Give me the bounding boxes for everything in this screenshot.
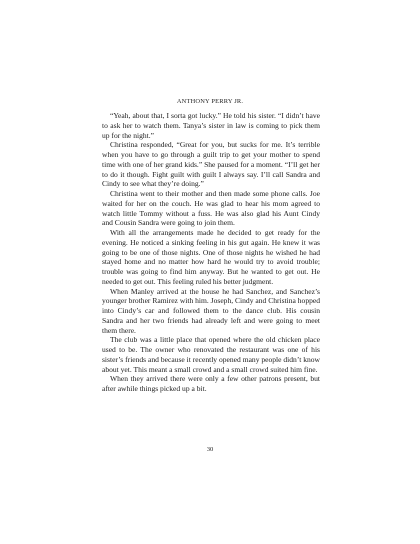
paragraph: When Manley arrived at the house he had Sanchez, and Sanchez’s younger brother Ramirez with him. Joseph, Cindy and Christina hopped into Cindy’s car and followed them to the dance club. His cousin Sandra and her two friends had already left and were going to meet them there. bbox=[102, 286, 320, 335]
paragraph: The club was a little place that opened where the old chicken place used to be. The owner who renovated the restaurant was one of his sister’s friends and because it recently opened many people didn’t know about yet. This meant a small crowd and a small crowd suited him fine. bbox=[102, 335, 320, 374]
page-number: 30 bbox=[206, 446, 214, 453]
paragraph: Christina went to their mother and then made some phone calls. Joe waited for her on the couch. He was glad to hear his mom agreed to watch little Tommy without a fuss. He was also glad his Aunt Cindy and Cousin Sandra were going to join them. bbox=[102, 189, 320, 228]
running-header-author: ANTHONY PERRY JR. bbox=[176, 98, 244, 105]
paragraph: “Yeah, about that, I sorta got lucky.” He told his sister. “I didn’t have to ask her to watch them. Tanya’s sister in law is coming to pick them up for the night.” bbox=[102, 111, 320, 140]
paragraph: With all the arrangements made he decided to get ready for the evening. He noticed a sinking feeling in his gut again. He knew it was going to be one of those nights. One of those nights he wished he had stayed home and no matter how hard he would try to avoid trouble; trouble was going to find him anyway. But he wanted to get out. He needed to get out. This feeling ruled his better judgment. bbox=[102, 228, 320, 286]
paragraph: When they arrived there were only a few other patrons present, but after awhile things picked up a bit. bbox=[102, 374, 320, 393]
body-text bbox=[102, 111, 320, 394]
paragraph: Christina responded, “Great for you, but sucks for me. It’s terrible when you have to go through a guilt trip to get your mother to spend time with one of her grand kids.” She paused for a moment. “I’ll get her to do it though. Fight guilt with guilt I always say. I’ll call Sandra and Cindy to see what they’re doing.” bbox=[102, 140, 320, 189]
